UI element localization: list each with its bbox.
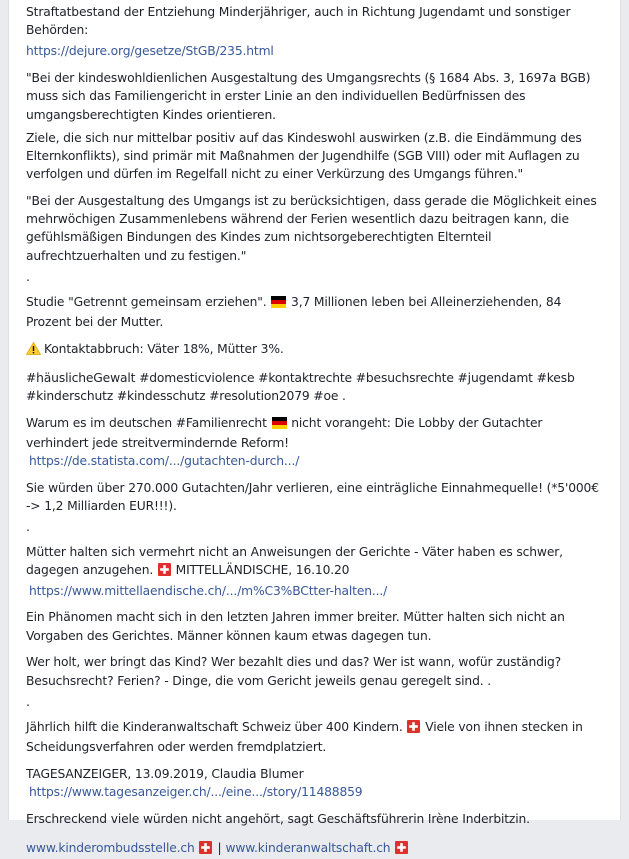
link-separator: | bbox=[217, 841, 222, 856]
swiss-flag-icon bbox=[395, 841, 408, 859]
german-flag-icon bbox=[272, 416, 287, 434]
paragraph-kontaktabbruch: Kontaktabbruch: Väter 18%, Mütter 3%. bbox=[26, 340, 606, 360]
paragraph-studie: Studie "Getrennt gemeinsam erziehen". 3,7 Millionen leben bei Alleinerziehenden, 84 Prozent bei der Mutter. bbox=[26, 294, 562, 330]
paragraph-phaenomen: Ein Phänomen macht sich in den letzten Jahren immer breiter. Mütter halten sich nicht an Vorgaben des Gerichtes. Männer können kaum etwas dagegen tun. bbox=[26, 610, 565, 643]
warning-icon bbox=[26, 342, 41, 360]
link-tagesanzeiger[interactable]: https://www.tagesanzeiger.ch/.../eine.../story/11488859 bbox=[29, 785, 363, 800]
link-mittellaendische[interactable]: https://www.mittellaendische.ch/.../m%C3%BCtter-halten.../ bbox=[29, 583, 388, 598]
dot-separator: . bbox=[26, 694, 30, 709]
paragraph-entziehung: Straftatbestand der Entziehung Minderjähriger, auch in Richtung Jugendamt und sonstiger Behörden: bbox=[26, 5, 571, 38]
dot-separator: . bbox=[26, 520, 30, 535]
paragraph-quote-umgangsrecht: "Bei der kindeswohldienlichen Ausgestaltung des Umgangsrechts (§ 1684 Abs. 3, 1697a BGB) muss sich das Familiengericht in erster Linie an den individuellen Bedürfnissen des umgangsberechtigten Kindes orientieren. bbox=[26, 71, 591, 122]
paragraph-tagesanzeiger: TAGESANZEIGER, 13.09.2019, Claudia Blumer bbox=[26, 766, 304, 781]
paragraph-muetter: Mütter halten sich vermehrt nicht an Anweisungen der Gerichte - Väter haben es schwer, dagegen anzugehen. MITTELLÄNDISCHE, 16.10.20 bbox=[26, 543, 606, 581]
paragraph-gutachten: Sie würden über 270.000 Gutachten/Jahr verlieren, eine einträgliche Einnahmequelle! (*5'000€ -> 1,2 Milliarden EUR!!!). bbox=[26, 480, 599, 514]
paragraph-quote-ferien: "Bei der Ausgestaltung des Umgangs ist zu berücksichtigen, dass gerade die Möglichkeit eines mehrwöchigen Zusammenlebens während der Ferien wesentlich dazu beitragen kann, die gefühlsmäßigen Bindungen des Kindes zum nichtsorgeberechtigten Elternteil aufrechtzuerhalten und zu festigen." bbox=[26, 194, 597, 263]
paragraph-hashtags: #häuslicheGewalt #domesticviolence #kontaktrechte #besuchsrechte #jugendamt #kesb #kinderschutz #kindesschutz #resolution2079 #oe . bbox=[26, 370, 575, 403]
swiss-flag-icon bbox=[158, 563, 171, 581]
paragraph-erschreckend: Erschreckend viele würden nicht angehört, sagt Geschäftsführerin Irène Inderbitzin. bbox=[26, 811, 530, 826]
link-statista[interactable]: https://de.statista.com/.../gutachten-durch.../ bbox=[29, 454, 300, 469]
link-dejure[interactable]: https://dejure.org/gesetze/StGB/235.html bbox=[26, 44, 274, 59]
paragraph-wer-holt: Wer holt, wer bringt das Kind? Wer bezahlt dies und das? Wer ist wann, wofür zuständig? Besuchsrecht? Ferien? - Dinge, die vom Gericht jeweils genau geregelt sind. . bbox=[26, 655, 562, 688]
dot-separator: . bbox=[26, 269, 30, 284]
paragraph-ziele: Ziele, die sich nur mittelbar positiv auf das Kindeswohl auswirken (z.B. die Eindämmung des Elternkonflikts), sind primär mit Maßnahmen der Jugendhilfe (SGB VIII) oder mit Auflagen zu verfolgen und dürfen im Regelfall nicht zu einer Verkürzung des Umgangs führen." bbox=[26, 130, 582, 182]
swiss-flag-icon bbox=[199, 841, 212, 859]
link-kinderanwaltschaft[interactable]: www.kinderanwaltschaft.ch bbox=[225, 841, 391, 856]
link-kinderombudsstelle[interactable]: www.kinderombudsstelle.ch bbox=[26, 841, 195, 856]
swiss-flag-icon bbox=[407, 720, 420, 738]
paragraph-kinderanwaltschaft: Jährlich hilft die Kinderanwaltschaft Schweiz über 400 Kindern. Viele von ihnen stecken in Scheidungsverfahren oder werden fremdplatziert. bbox=[26, 719, 583, 755]
paragraph-lobby: Warum es im deutschen #Familienrecht nicht vorangeht: Die Lobby der Gutachter verhindert jede streitvermindernde Reform! bbox=[26, 415, 543, 450]
post-body bbox=[8, 0, 621, 856]
german-flag-icon bbox=[271, 295, 286, 313]
footer-links bbox=[26, 839, 606, 859]
